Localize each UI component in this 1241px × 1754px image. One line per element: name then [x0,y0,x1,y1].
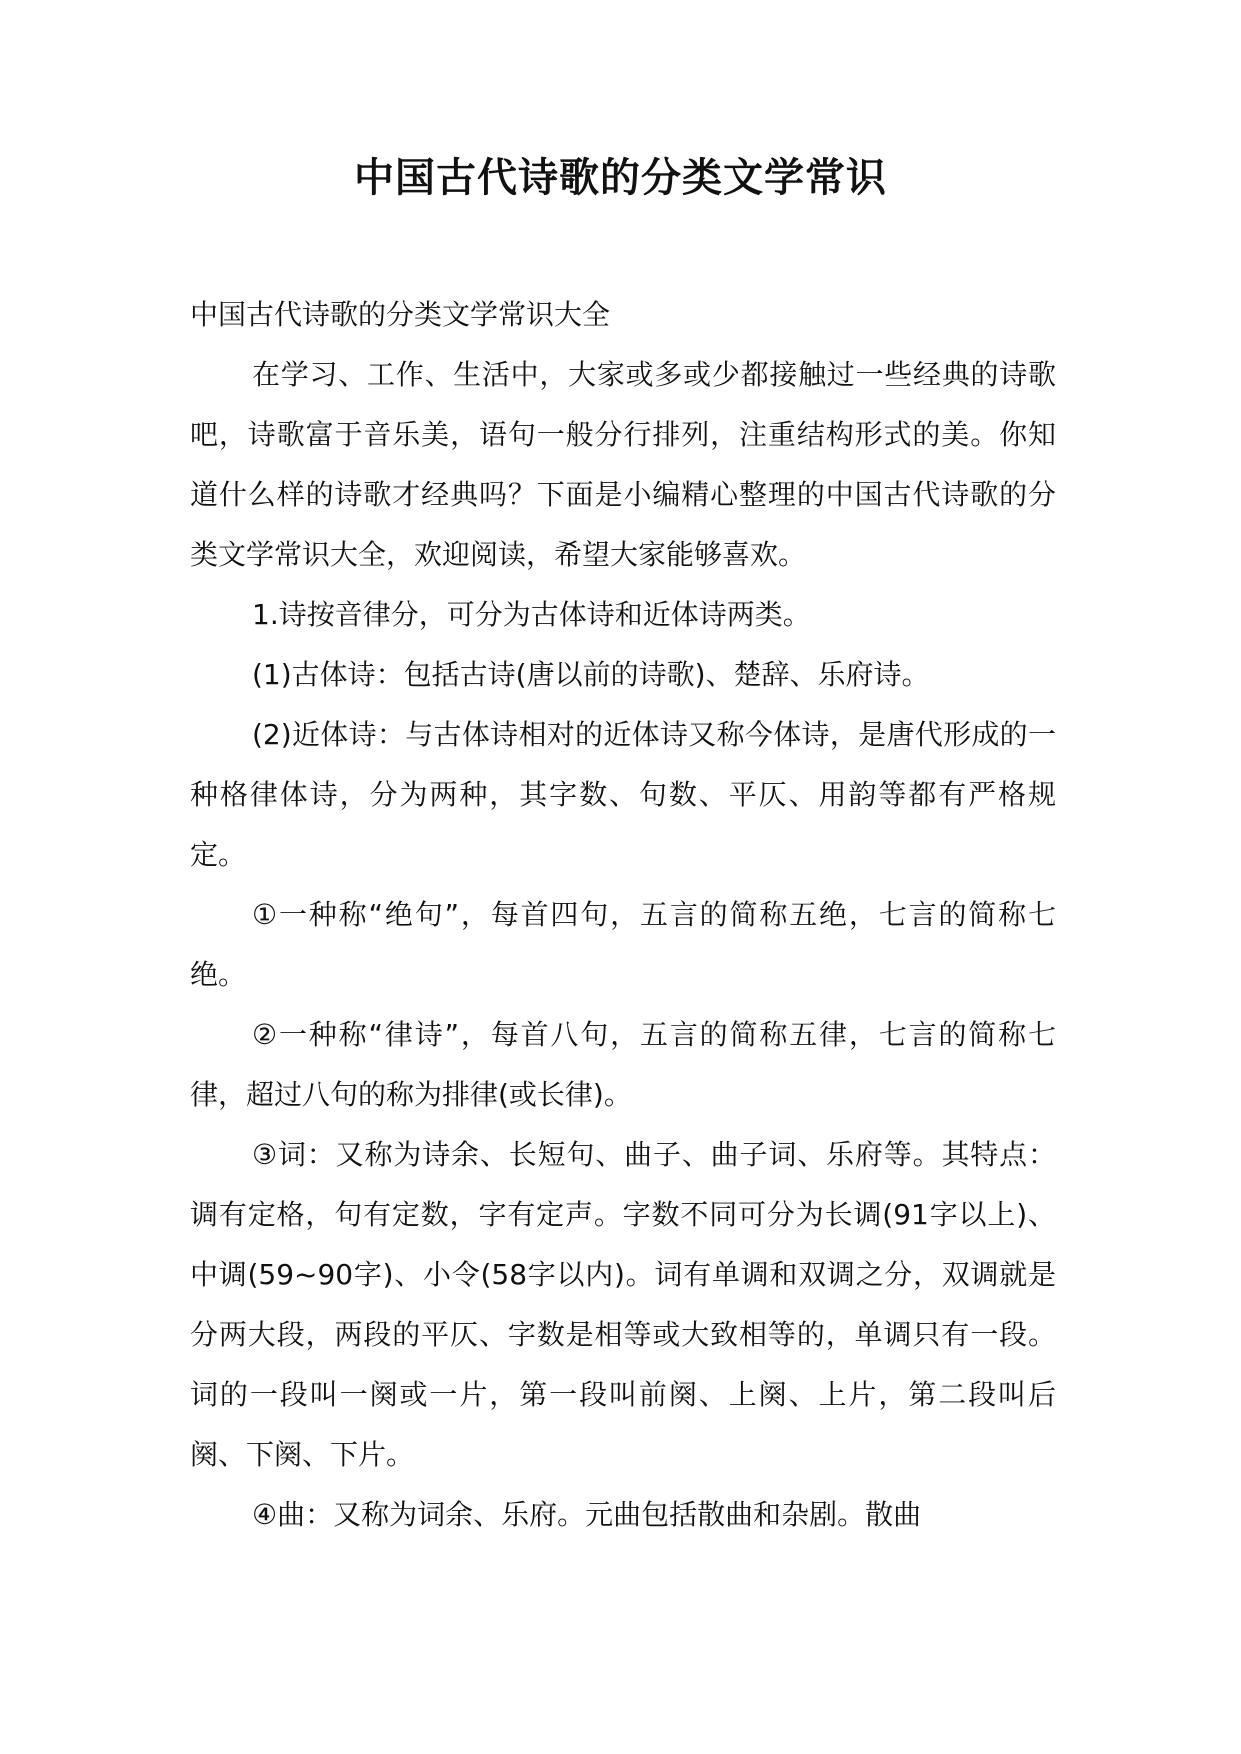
paragraph-lushi: ②一种称“律诗”，每首八句，五言的简称五律，七言的简称七律，超过八句的称为排律(或长律)。 [190,1018,1056,1111]
paragraph-modern-style-poetry: (2)近体诗：与古体诗相对的近体诗又称今体诗，是唐代形成的一种格律体诗，分为两种，其字数、句数、平仄、用韵等都有严格规定。 [190,718,1056,871]
paragraph-jueju: ①一种称“绝句”，每首四句，五言的简称五绝，七言的简称七绝。 [190,898,1056,991]
paragraph-ancient-poetry: (1)古体诗：包括古诗(唐以前的诗歌)、楚辞、乐府诗。 [252,658,930,691]
paragraph-intro: 在学习、工作、生活中，大家或多或少都接触过一些经典的诗歌吧，诗歌富于音乐美，语句一般分行排列，注重结构形式的美。你知道什么样的诗歌才经典吗？下面是小编精心整理的中国古代诗歌的分类文学常识大全，欢迎阅读，希望大家能够喜欢。 [190,358,1056,571]
paragraph-ci: ③词：又称为诗余、长短句、曲子、曲子词、乐府等。其特点：调有定格，句有定数，字有定声。字数不同可分为长调(91字以上)、中调(59~90字)、小令(58字以内)。词有单调和双调之分，双调就是分两大段，两段的平仄、字数是相等或大致相等的，单调只有一段。词的一段叫一阕或一片，第一段叫前阕、上阕、上片，第二段叫后阕、下阕、下片。 [190,1138,1056,1471]
paragraph-classification: 1.诗按音律分，可分为古体诗和近体诗两类。 [252,598,811,631]
document-body [190,285,1056,1545]
document-subtitle: 中国古代诗歌的分类文学常识大全 [190,298,611,331]
paragraph-qu: ④曲：又称为词余、乐府。元曲包括散曲和杂剧。散曲 [252,1498,922,1531]
document-title: 中国古代诗歌的分类文学常识 [354,154,887,201]
